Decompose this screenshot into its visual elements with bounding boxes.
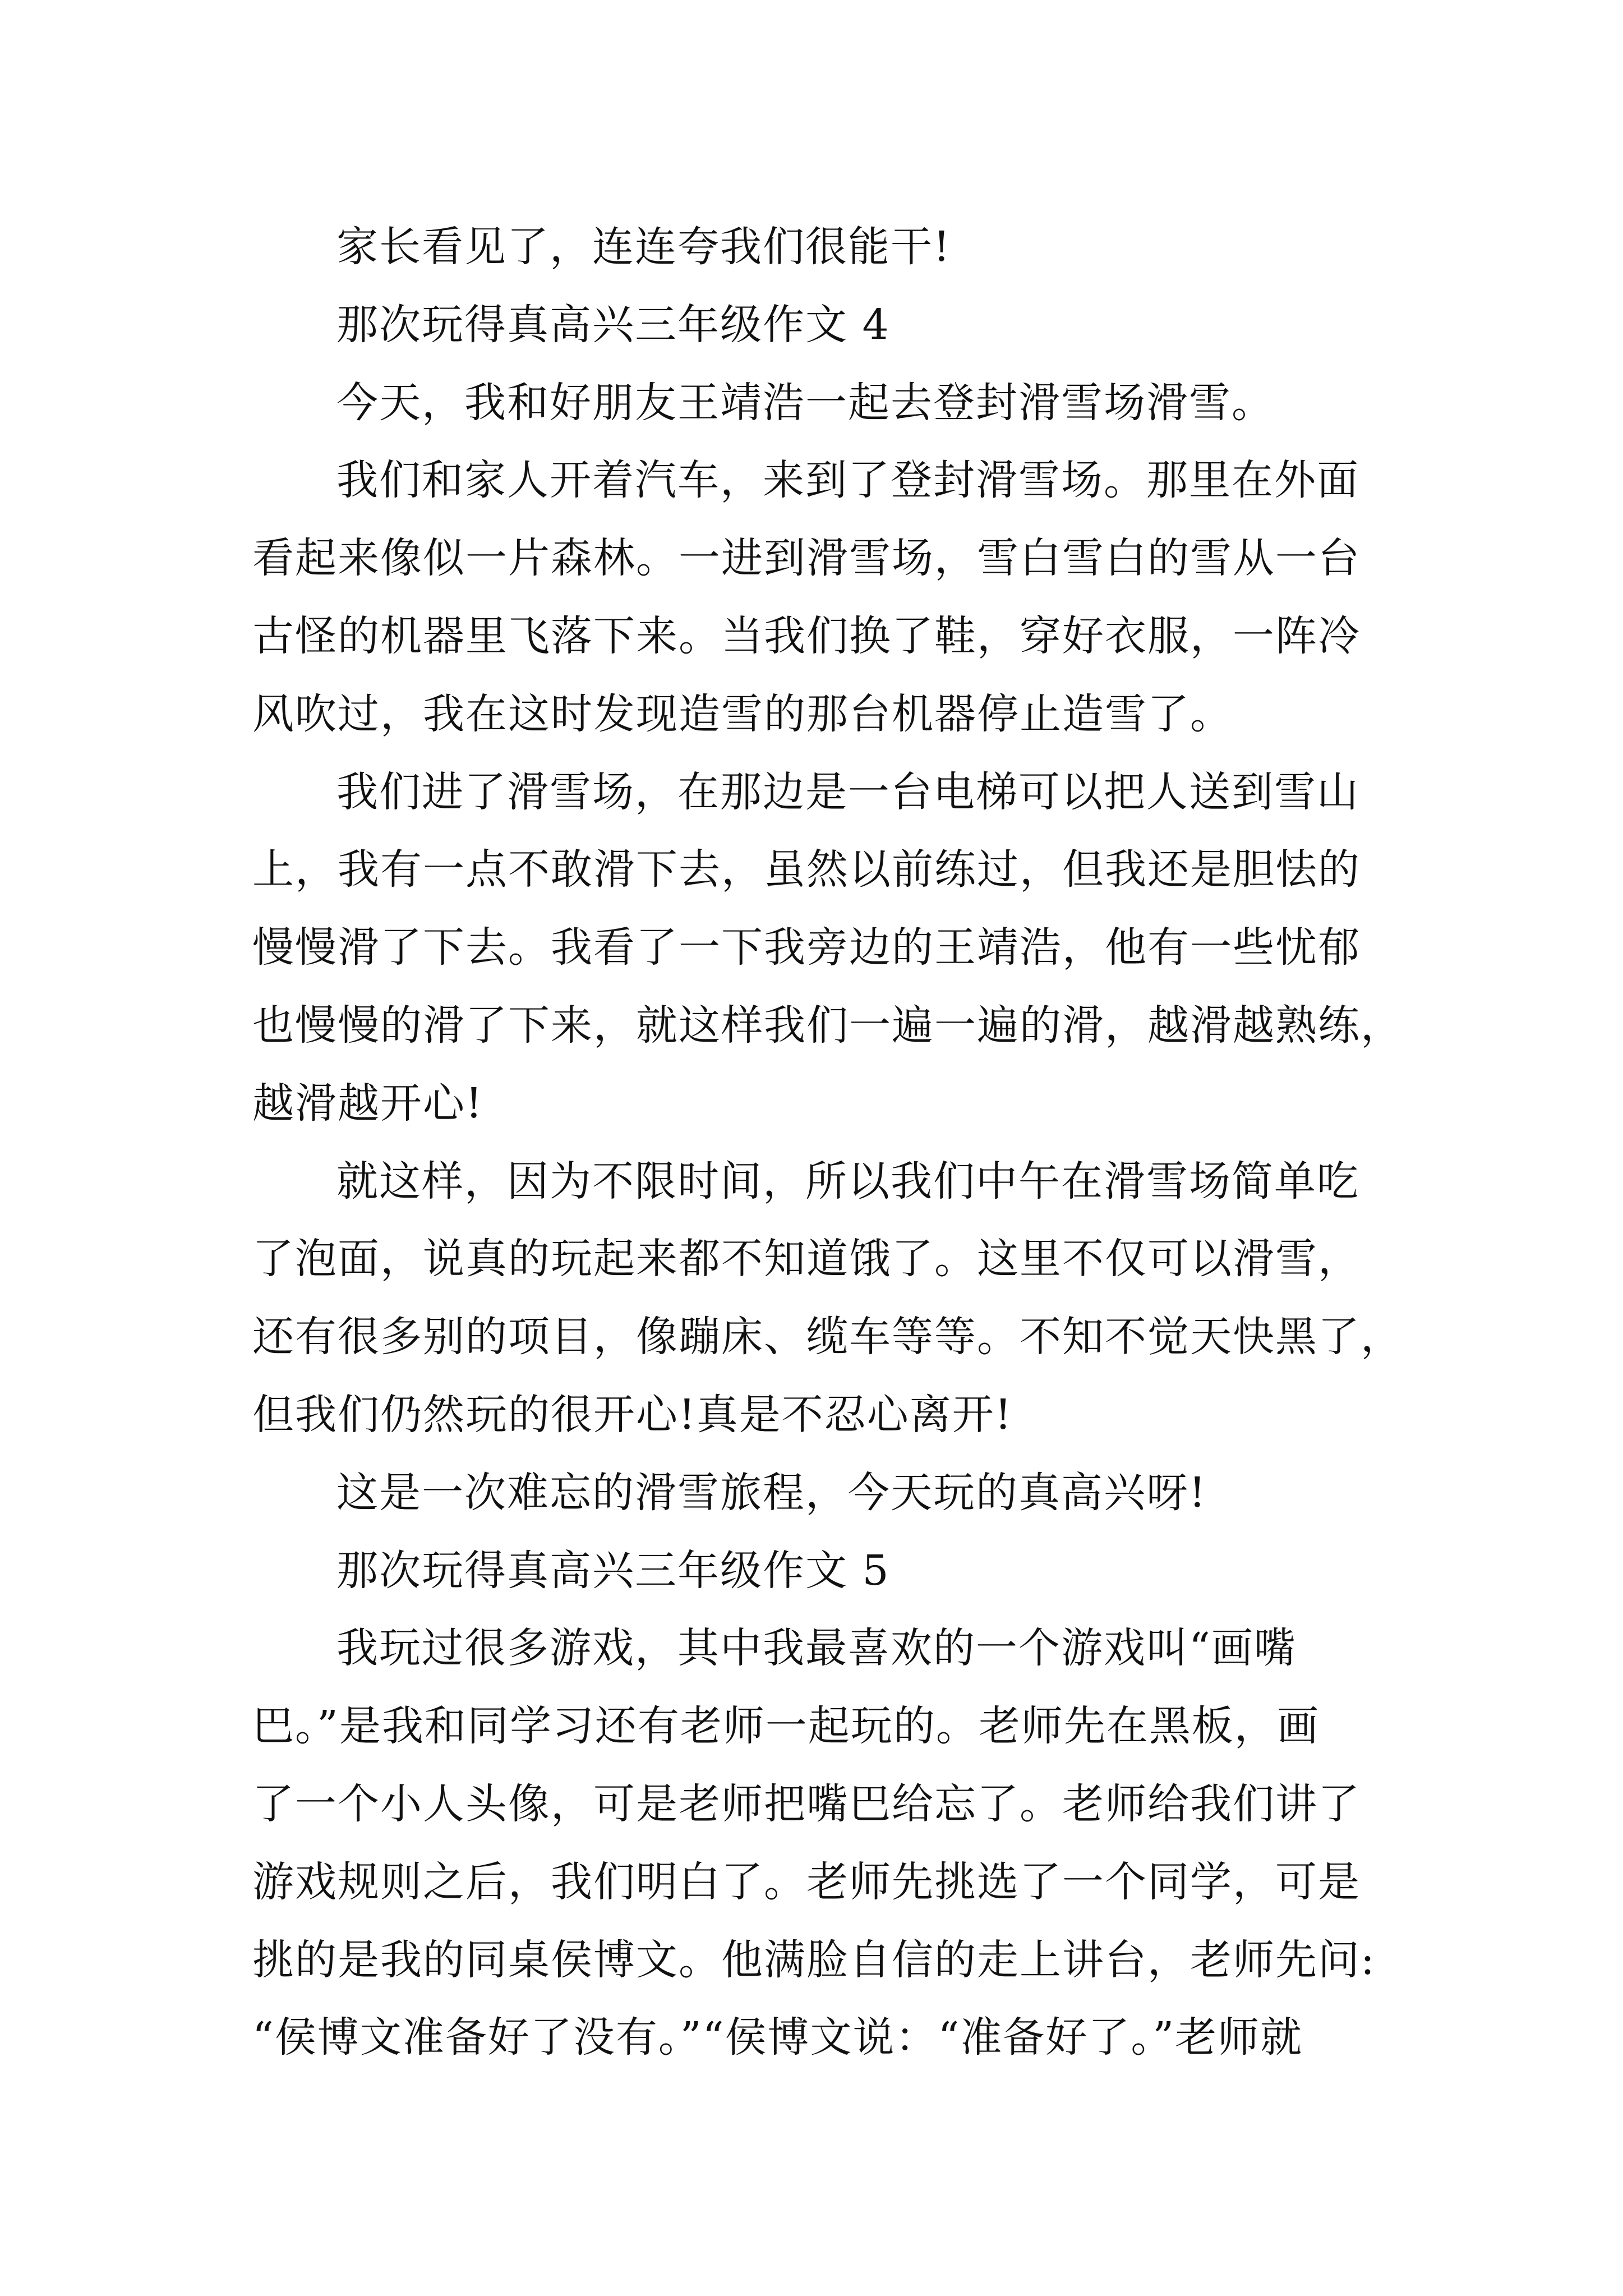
- text-line: 这是一次难忘的滑雪旅程，今天玩的真高兴呀!: [336, 1469, 1207, 1517]
- text-line: 家长看见了，连连夸我们很能干!: [336, 223, 951, 271]
- text-line: 就这样，因为不限时间，所以我们中午在滑雪场简单吃: [336, 1157, 1359, 1205]
- text-line: 上，我有一点不敢滑下去，虽然以前练过，但我还是胆怯的: [252, 845, 1361, 894]
- text-line: 游戏规则之后，我们明白了。老师先挑选了一个同学，可是: [252, 1858, 1361, 1906]
- text-line: 挑的是我的同桌侯博文。他满脸自信的走上讲台，老师先问:: [252, 1936, 1376, 1984]
- text-line: “侯博文准备好了没有。”“侯博文说：“准备好了。”老师就: [252, 2013, 1303, 2062]
- text-line: 越滑越开心!: [252, 1079, 483, 1128]
- text-line: 古怪的机器里飞落下来。当我们换了鞋，穿好衣服，一阵冷: [252, 612, 1361, 660]
- text-line: 看起来像似一片森林。一进到滑雪场，雪白雪白的雪从一台: [252, 534, 1361, 582]
- text-line: 也慢慢的滑了下来，就这样我们一遍一遍的滑，越滑越熟练，: [252, 1001, 1403, 1050]
- text-line: 风吹过，我在这时发现造雪的那台机器停止造雪了。: [252, 690, 1233, 738]
- text-line: 今天，我和好朋友王靖浩一起去登封滑雪场滑雪。: [336, 379, 1274, 427]
- section-heading: 那次玩得真高兴三年级作文 5: [336, 1547, 890, 1595]
- text-line: 慢慢滑了下去。我看了一下我旁边的王靖浩，他有一些忧郁: [252, 923, 1361, 972]
- text-line: 但我们仍然玩的很开心!真是不忍心离开!: [252, 1391, 1013, 1439]
- text-line: 了泡面，说真的玩起来都不知道饿了。这里不仅可以滑雪，: [252, 1235, 1361, 1283]
- text-line: 了一个小人头像，可是老师把嘴巴给忘了。老师给我们讲了: [252, 1780, 1361, 1828]
- text-line: 我们进了滑雪场，在那边是一台电梯可以把人送到雪山: [336, 768, 1359, 816]
- section-heading: 那次玩得真高兴三年级作文 4: [336, 301, 890, 349]
- text-line: 我玩过很多游戏，其中我最喜欢的一个游戏叫“画嘴: [336, 1624, 1297, 1672]
- text-line: 我们和家人开着汽车，来到了登封滑雪场。那里在外面: [336, 456, 1359, 504]
- text-line: 还有很多别的项目，像蹦床、缆车等等。不知不觉天快黑了，: [252, 1313, 1403, 1361]
- text-line: 巴。”是我和同学习还有老师一起玩的。老师先在黑板，画: [252, 1702, 1320, 1750]
